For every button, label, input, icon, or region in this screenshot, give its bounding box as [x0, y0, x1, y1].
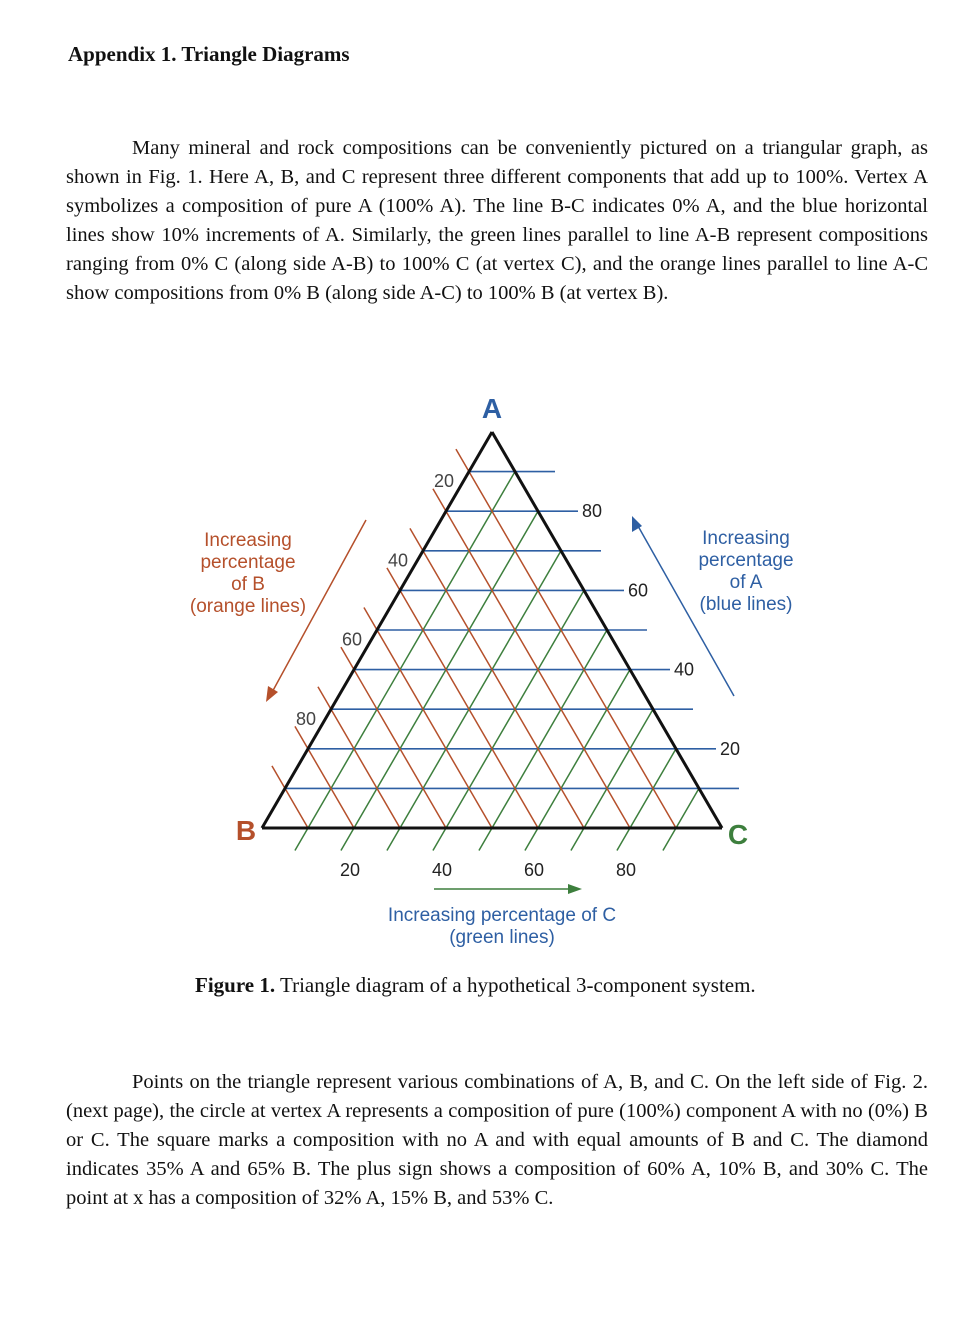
label-a-line: percentage	[698, 550, 794, 571]
b-tick-label: 60	[341, 629, 363, 650]
label-c-line: (green lines)	[449, 927, 555, 948]
a-tick-label: 40	[674, 659, 695, 680]
green-grid-line	[479, 630, 607, 850]
label-a-line: Increasing	[702, 528, 790, 549]
green-grid-line	[387, 551, 561, 851]
orange-grid-line	[272, 766, 308, 828]
b-tick-label: 20	[433, 471, 455, 492]
green-grid-line	[663, 788, 699, 850]
label-b-line: Increasing	[204, 530, 292, 551]
intro-paragraph: Many mineral and rock compositions can be conveniently pictured on a triangular graph, as shown in Fig. 1. Here A, B, and C represent three different components that add up to 100%. Vertex A symbolizes a composition of pure A (100% A). The line B-C indicates 0% A, and the blue horizontal lines show 10% increments of A. Similarly, the green lines parallel to line A-B represent compositions ranging from 0% C (along side A-B) to 100% C (at vertex C), and the orange lines parallel to line A-C show compositions from 0% B (along side A-C) to 100% B (at vertex B).	[66, 137, 928, 304]
b-tick-label: 80	[295, 708, 317, 729]
a-tick-label: 60	[628, 580, 649, 601]
label-b-line: of B	[231, 574, 265, 595]
c-tick-label: 40	[431, 860, 453, 880]
green-grid-line	[617, 749, 676, 851]
vertex-c-label: C	[727, 819, 749, 850]
orange-grid-line	[410, 528, 584, 828]
orange-grid-line	[364, 608, 492, 828]
points-paragraph: Points on the triangle represent various combinations of A, B, and C. On the left side of Fig. 2. (next page), the circle at vertex A represents a composition of pure (100%) component A with no (0%) B or C. The square marks a composition with no A and with equal amounts of B and C. The diamond indicates 35% A and 65% B. The plus sign shows a composition of 60% A, 10% B, and 30% C. The point at x has a composition of 32% A, 15% B, and 53% C.	[66, 1071, 928, 1209]
c-tick-label: 20	[339, 860, 361, 880]
c-tick-label: 60	[523, 860, 545, 880]
orange-grid-line	[456, 449, 676, 828]
label-a-line: (blue lines)	[699, 594, 793, 615]
green-grid-line	[295, 472, 515, 851]
label-b-line: (orange lines)	[189, 596, 307, 617]
label-c-line: Increasing percentage of C	[387, 905, 617, 926]
caption-label: Figure 1.	[195, 973, 276, 997]
vertex-a-label: A	[481, 393, 503, 424]
orange-grid-line	[295, 726, 354, 828]
label-a-line: of A	[729, 572, 763, 593]
triangle-diagram	[0, 380, 960, 960]
label-b-line: percentage	[200, 552, 296, 573]
orange-grid-line	[341, 647, 446, 828]
green-grid-line	[525, 670, 630, 851]
b-arrowhead	[266, 686, 278, 702]
a-tick-label: 80	[582, 501, 603, 522]
figure-caption	[195, 973, 756, 998]
page-heading: Appendix 1. Triangle Diagrams	[68, 42, 350, 66]
c-arrowhead	[568, 884, 582, 894]
caption-text: Triangle diagram of a hypothetical 3-component system.	[275, 973, 756, 997]
c-tick-label: 80	[615, 860, 637, 880]
vertex-b-label: B	[235, 815, 257, 846]
a-tick-label: 20	[720, 738, 741, 759]
b-tick-label: 40	[387, 550, 409, 571]
